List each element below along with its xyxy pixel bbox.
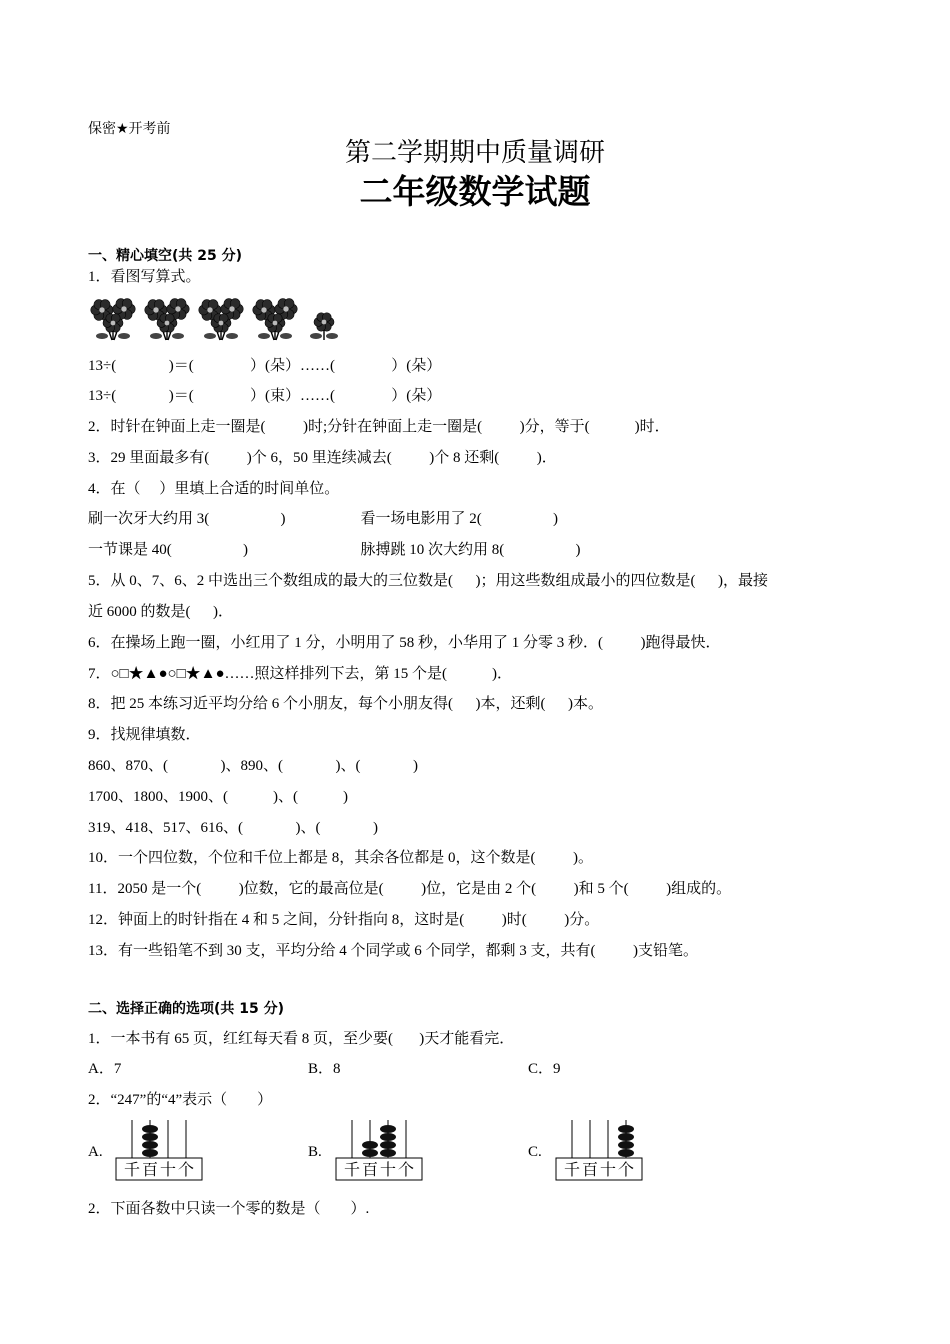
abacus-place-label: 个 bbox=[397, 1160, 415, 1179]
abacus-option-c bbox=[528, 1118, 668, 1188]
q1-9-row1: 860、870、( )、890、( )、( ) bbox=[88, 758, 418, 774]
q1-1-eq1: 13÷( )＝( ）(朵）……( ）(朵） bbox=[88, 358, 442, 374]
flower-icon bbox=[314, 313, 334, 331]
exam-subtitle: 第二学期期中质量调研 bbox=[344, 138, 605, 167]
q2-1-option-b: B．8 bbox=[308, 1061, 341, 1077]
secret-label: 保密★开考前 bbox=[88, 121, 171, 137]
abacus-place-label: 百 bbox=[141, 1160, 159, 1179]
q1-7: 7．○□★▲●○□★▲●……照这样排列下去，第 15 个是( )． bbox=[88, 666, 513, 682]
abacus-bead bbox=[380, 1125, 396, 1133]
flowers-image bbox=[88, 294, 358, 344]
abacus-bead bbox=[142, 1149, 158, 1157]
abacus-bead bbox=[618, 1149, 634, 1157]
flower-icon bbox=[103, 314, 123, 332]
flower-icon bbox=[265, 314, 285, 332]
section-2-title: 二、选择正确的选项(共 15 分) bbox=[88, 1001, 285, 1017]
q2-2: 2．“247”的“4”表示（ ） bbox=[88, 1092, 273, 1108]
q1-10: 10．一个四位数，个位和千位上都是 8，其余各位都是 0，这个数是( )。 bbox=[88, 850, 593, 866]
abacus-bead bbox=[380, 1133, 396, 1141]
exam-title: 二年级数学试题 bbox=[359, 172, 591, 211]
q1-9-row3: 319、418、517、616、( )、( ) bbox=[88, 820, 378, 836]
flower-icon bbox=[211, 314, 231, 332]
section-1-title: 一、精心填空(共 25 分) bbox=[88, 248, 243, 264]
q1-11: 11．2050 是一个( )位数，它的最高位是( )位，它是由 2 个( )和 5 个( )组成的。 bbox=[88, 881, 732, 897]
q1-5-line1: 5．从 0、7、6、2 中选出三个数组成的最大的三位数是( )；用这些数组成最小的四位数是( )，最接 bbox=[88, 573, 768, 589]
q1-1-text: 1．看图写算式。 bbox=[88, 269, 201, 285]
abacus-bead bbox=[142, 1133, 158, 1141]
abacus-place-label: 个 bbox=[617, 1160, 635, 1179]
abacus-place-label: 千 bbox=[343, 1160, 361, 1179]
q1-8: 8．把 25 本练习近平均分给 6 个小朋友，每个小朋友得( )本，还剩( )本。 bbox=[88, 696, 603, 712]
abacus-place-label: 十 bbox=[379, 1160, 397, 1179]
q1-1-eq2: 13÷( )＝( ）(束）……( ）(朵） bbox=[88, 388, 442, 404]
abacus-bead bbox=[362, 1149, 378, 1157]
abacus-bead bbox=[618, 1133, 634, 1141]
abacus-place-label: 百 bbox=[361, 1160, 379, 1179]
q1-6: 6．在操场上跑一圈，小红用了 1 分，小明用了 58 秒，小华用了 1 分零 3 秒．( )跑得最快． bbox=[88, 635, 721, 651]
q2-1-option-a: A．7 bbox=[88, 1061, 122, 1077]
q1-13: 13．有一些铅笔不到 30 支，平均分给 4 个同学或 6 个同学，都剩 3 支，共有( )支铅笔。 bbox=[88, 943, 698, 959]
abacus-place-label: 十 bbox=[159, 1160, 177, 1179]
abacus-option-b bbox=[308, 1118, 448, 1188]
abacus-bead bbox=[380, 1141, 396, 1149]
abacus-place-label: 百 bbox=[581, 1160, 599, 1179]
q2-1: 1．一本书有 65 页，红红每天看 8 页，至少要( )天才能看完． bbox=[88, 1031, 515, 1047]
q1-2: 2．时针在钟面上走一圈是( )时;分针在钟面上走一圈是( )分，等于( )时． bbox=[88, 419, 670, 435]
abacus-place-label: 个 bbox=[177, 1160, 195, 1179]
abacus-figure bbox=[334, 1118, 426, 1184]
flower-icon bbox=[157, 314, 177, 332]
q1-9-row2: 1700、1800、1900、( )、( ) bbox=[88, 789, 348, 805]
abacus-place-label: 十 bbox=[599, 1160, 617, 1179]
q1-5-line2: 近 6000 的数是( )． bbox=[88, 604, 233, 620]
abacus-option-a bbox=[88, 1118, 228, 1188]
q2-1-option-c: C．9 bbox=[528, 1061, 561, 1077]
q1-9: 9．找规律填数． bbox=[88, 727, 201, 743]
abacus-place-label: 千 bbox=[123, 1160, 141, 1179]
abacus-bead bbox=[618, 1125, 634, 1133]
q1-4: 4．在（ ）里填上合适的时间单位。 bbox=[88, 481, 340, 497]
q1-3: 3．29 里面最多有( )个 6，50 里连续减去( )个 8 还剩( )． bbox=[88, 450, 557, 466]
abacus-figure bbox=[114, 1118, 206, 1184]
q1-4-row2: 一节课是 40( ) 脉搏跳 10 次大约用 8( ) bbox=[88, 542, 581, 558]
q2-3: 2．下面各数中只读一个零的数是（ ）. bbox=[88, 1201, 370, 1217]
q1-12: 12．钟面上的时针指在 4 和 5 之间，分针指向 8，这时是( )时( )分。 bbox=[88, 912, 600, 928]
abacus-bead bbox=[142, 1125, 158, 1133]
abacus-option-label: B. bbox=[308, 1144, 322, 1160]
abacus-bead bbox=[362, 1141, 378, 1149]
flower-clusters bbox=[91, 299, 338, 340]
q1-4-row1: 刷一次牙大约用 3( ) 看一场电影用了 2( ) bbox=[88, 511, 558, 527]
abacus-bead bbox=[618, 1141, 634, 1149]
abacus-place-label: 千 bbox=[563, 1160, 581, 1179]
abacus-bead bbox=[380, 1149, 396, 1157]
abacus-figure bbox=[554, 1118, 646, 1184]
abacus-bead bbox=[142, 1141, 158, 1149]
abacus-option-label: C. bbox=[528, 1144, 542, 1160]
abacus-option-label: A. bbox=[88, 1144, 103, 1160]
